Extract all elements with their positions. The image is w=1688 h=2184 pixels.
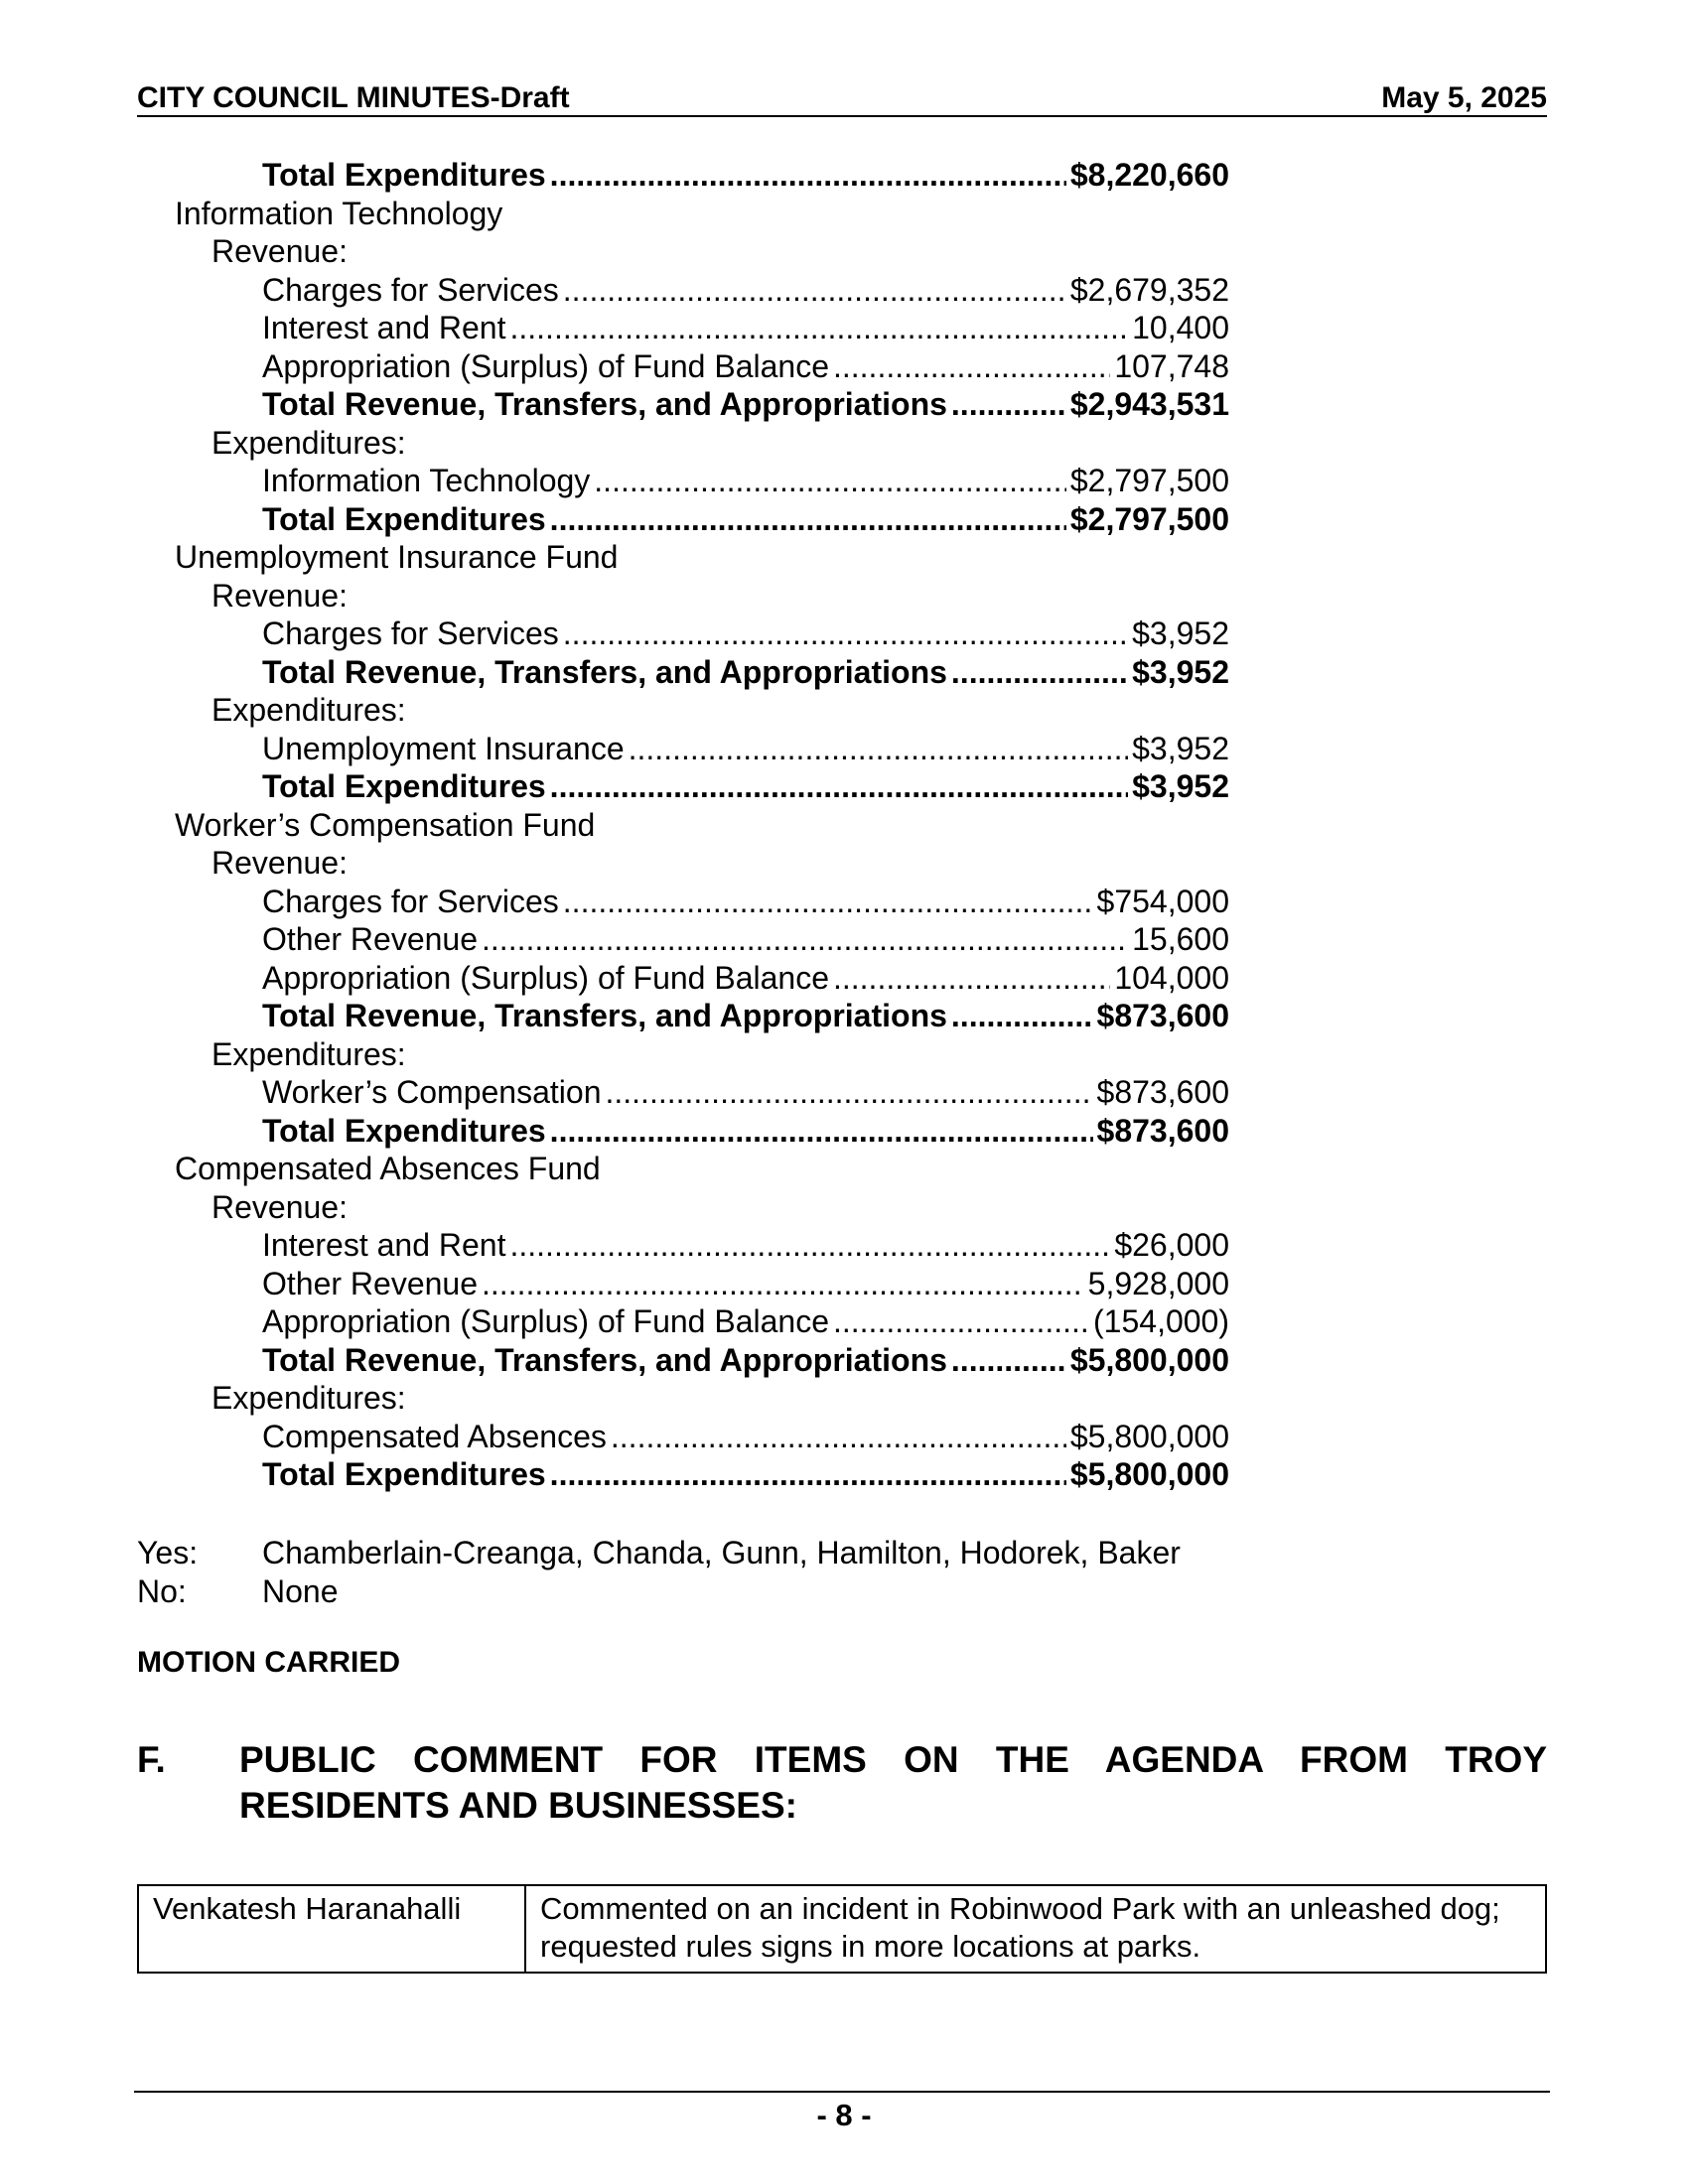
page-number: - 8 - [816, 2098, 872, 2132]
dot-leader [951, 653, 1128, 692]
budget-line-item [137, 883, 1229, 921]
commenter-name: Venkatesh Haranahalli [138, 1885, 525, 1973]
budget-line-amount: $754,000 [1096, 883, 1229, 919]
budget-line-amount: $26,000 [1114, 1227, 1229, 1263]
dot-leader [611, 1418, 1066, 1456]
budget-line-label: Total Expenditures [262, 500, 546, 537]
budget-line-amount: 5,928,000 [1087, 1265, 1229, 1301]
budget-line-amount: $2,679,352 [1069, 271, 1229, 308]
budget-line-amount: $5,800,000 [1069, 1341, 1229, 1378]
dot-leader [563, 883, 1093, 921]
budget-line-label: Charges for Services [262, 271, 559, 308]
budget-line-label: Other Revenue [262, 921, 479, 957]
budget-line-item [137, 309, 1229, 347]
budget-line-label: Appropriation (Surplus) of Fund Balance [262, 347, 829, 384]
comment-text: Commented on an incident in Robinwood Park with an unleashed dog; requested rules signs in more locations at parks. [525, 1885, 1546, 1973]
budget-line-label: Interest and Rent [262, 1227, 506, 1263]
vote-yes-names: Chamberlain-Creanga, Chanda, Gunn, Hamilton, Hodorek, Baker [262, 1535, 1181, 1570]
dot-leader [833, 959, 1110, 998]
budget-line-amount: $3,952 [1132, 653, 1229, 690]
budget-line-amount: $873,600 [1096, 1074, 1229, 1110]
budget-group-heading [137, 1188, 1229, 1227]
budget-line-item [137, 271, 1229, 310]
budget-line-amount: $8,220,660 [1069, 157, 1229, 193]
budget-line-item [137, 1073, 1229, 1112]
document-title: CITY COUNCIL MINUTES-Draft [137, 81, 570, 114]
budget-line-item [137, 347, 1229, 386]
budget-line-label: Revenue: [211, 233, 348, 269]
footer-rule [134, 2091, 1550, 2093]
vote-record [137, 1534, 1181, 1610]
vote-no-names: None [262, 1572, 339, 1609]
dot-leader [951, 1341, 1066, 1380]
section-number: F. [137, 1739, 166, 1780]
budget-line-amount: $5,800,000 [1069, 1456, 1229, 1492]
budget-line-amount: $3,952 [1132, 768, 1229, 804]
budget-line-amount: $873,600 [1096, 998, 1229, 1033]
budget-line-label: Unemployment Insurance [262, 730, 625, 766]
budget-line-label: Worker’s Compensation [262, 1074, 602, 1110]
budget-line-label: Charges for Services [262, 615, 559, 651]
budget-line-item [137, 1455, 1229, 1494]
dot-leader [550, 156, 1066, 195]
dot-leader [482, 1265, 1084, 1303]
dot-leader [951, 385, 1066, 424]
budget-line-item [137, 614, 1229, 653]
dot-leader [482, 920, 1128, 959]
budget-line-label: Information Technology [262, 463, 591, 498]
budget-line-label: Compensated Absences Fund [175, 1151, 601, 1186]
document-date: May 5, 2025 [1381, 81, 1547, 114]
budget-line-item [137, 767, 1229, 806]
dot-leader [594, 462, 1066, 500]
budget-group-heading [137, 577, 1229, 615]
budget-line-label: Revenue: [211, 1188, 348, 1225]
dot-leader [951, 997, 1093, 1035]
budget-line-amount: (154,000) [1093, 1303, 1229, 1339]
dot-leader [629, 730, 1129, 768]
budget-line-item [137, 1226, 1229, 1265]
budget-line-label: Total Revenue, Transfers, and Appropriations [262, 1341, 947, 1378]
budget-line-item [137, 1418, 1229, 1456]
budget-line-label: Charges for Services [262, 883, 559, 919]
budget-line-label: Expenditures: [211, 1035, 406, 1072]
budget-line-amount: $3,952 [1132, 615, 1229, 651]
budget-line-label: Interest and Rent [262, 310, 506, 345]
section-title: PUBLIC COMMENT FOR ITEMS ON THE AGENDA FROM TROY RESIDENTS AND BUSINESSES: [239, 1739, 1547, 1826]
budget-line-label: Total Expenditures [262, 768, 546, 804]
budget-line-amount: $2,797,500 [1069, 463, 1229, 498]
budget-line-label: Unemployment Insurance Fund [175, 539, 619, 575]
budget-line-amount: $2,943,531 [1069, 386, 1229, 422]
dot-leader [833, 347, 1110, 386]
budget-group-heading [137, 691, 1229, 730]
page-header [137, 79, 1547, 117]
budget-line-amount: $873,600 [1096, 1112, 1229, 1149]
budget-line-item [137, 997, 1229, 1035]
budget-group-heading [137, 538, 1229, 577]
vote-no-line [137, 1572, 1181, 1611]
budget-line-label: Expenditures: [211, 692, 406, 728]
budget-line-item [137, 920, 1229, 959]
dot-leader [550, 1455, 1066, 1494]
public-comment-table [137, 1884, 1547, 1974]
vote-no-label: No: [137, 1572, 187, 1609]
budget-line-label: Expenditures: [211, 424, 406, 461]
budget-line-amount: $5,800,000 [1069, 1418, 1229, 1454]
budget-line-amount: $3,952 [1132, 730, 1229, 766]
budget-line-item [137, 730, 1229, 768]
budget-group-heading [137, 806, 1229, 845]
budget-group-heading [137, 1035, 1229, 1074]
budget-listing [137, 156, 1229, 1494]
budget-line-amount: 10,400 [1132, 310, 1229, 345]
dot-leader [833, 1302, 1089, 1341]
budget-line-item [137, 653, 1229, 692]
budget-line-item [137, 500, 1229, 539]
vote-yes-line [137, 1534, 1181, 1572]
budget-line-label: Revenue: [211, 845, 348, 881]
table-row [138, 1885, 1546, 1973]
dot-leader [550, 767, 1128, 806]
budget-line-item [137, 1112, 1229, 1151]
budget-line-amount: 104,000 [1114, 959, 1229, 996]
budget-line-item [137, 959, 1229, 998]
budget-group-heading [137, 195, 1229, 233]
budget-line-label: Information Technology [175, 195, 503, 231]
budget-line-label: Total Expenditures [262, 1456, 546, 1492]
dot-leader [509, 1226, 1110, 1265]
budget-line-label: Total Expenditures [262, 1112, 546, 1149]
budget-line-item [137, 156, 1229, 195]
budget-line-amount: 107,748 [1114, 347, 1229, 384]
dot-leader [550, 1112, 1093, 1151]
budget-line-amount: 15,600 [1132, 921, 1229, 957]
dot-leader [563, 614, 1128, 653]
budget-line-label: Total Revenue, Transfers, and Appropriations [262, 653, 947, 690]
budget-line-item [137, 1341, 1229, 1380]
budget-line-label: Compensated Absences [262, 1418, 607, 1454]
budget-group-heading [137, 232, 1229, 271]
budget-group-heading [137, 424, 1229, 463]
budget-group-heading [137, 1150, 1229, 1188]
dot-leader [550, 500, 1066, 539]
motion-result: MOTION CARRIED [137, 1646, 400, 1679]
budget-line-label: Appropriation (Surplus) of Fund Balance [262, 1303, 829, 1339]
budget-line-label: Other Revenue [262, 1265, 479, 1301]
budget-line-label: Total Expenditures [262, 157, 546, 193]
section-heading [137, 1737, 1547, 1829]
dot-leader [563, 271, 1066, 310]
dot-leader [509, 309, 1128, 347]
budget-line-label: Total Revenue, Transfers, and Appropriations [262, 998, 947, 1033]
budget-line-item [137, 462, 1229, 500]
budget-line-label: Worker’s Compensation Fund [175, 806, 596, 843]
budget-group-heading [137, 1379, 1229, 1418]
budget-line-amount: $2,797,500 [1069, 500, 1229, 537]
budget-line-label: Total Revenue, Transfers, and Appropriations [262, 386, 947, 422]
vote-yes-label: Yes: [137, 1535, 199, 1570]
budget-line-label: Expenditures: [211, 1380, 406, 1416]
budget-line-item [137, 1265, 1229, 1303]
budget-line-label: Revenue: [211, 577, 348, 614]
budget-line-item [137, 385, 1229, 424]
budget-group-heading [137, 844, 1229, 883]
budget-line-label: Appropriation (Surplus) of Fund Balance [262, 959, 829, 996]
budget-line-item [137, 1302, 1229, 1341]
dot-leader [605, 1073, 1092, 1112]
